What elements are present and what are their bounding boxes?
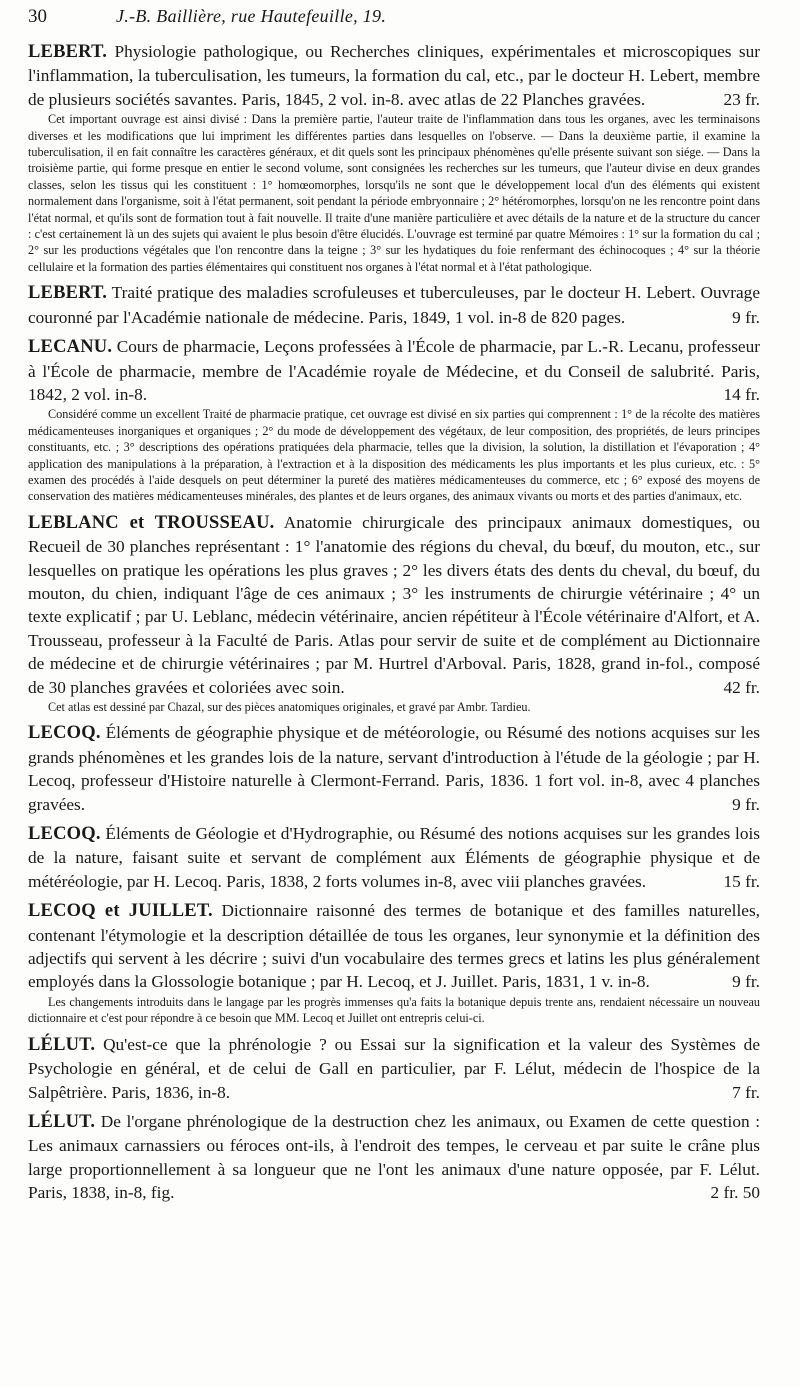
entry-price: 9 fr. (732, 972, 760, 992)
entry-price: 14 fr. (723, 384, 760, 404)
entry-author: LEBERT. (28, 42, 108, 62)
entry-price: 23 fr. (723, 89, 760, 109)
page-number: 30 (28, 6, 47, 27)
entry-lecanu-pharmacie (28, 335, 760, 505)
entry-price: 2 fr. 50 (710, 1183, 760, 1203)
entry-lecoq-geologie (28, 822, 760, 899)
running-title: J.-B. Baillière, rue Hautefeuille, 19. (116, 6, 387, 26)
entry-author: LECOQ. (28, 824, 101, 845)
entry-price: 9 fr. (732, 307, 760, 327)
entry-text: Traité pratique des maladies scrofuleuses et tuberculeuses, par le docteur H. Lebert. Ouvrage couronné par l'Académie nationale de médecine. Paris, 1849, 1 vol. in-8 de 820 pages. (28, 283, 760, 327)
entry-text: Physiologie pathologique, ou Recherches cliniques, expérimentales et microscopiques sur l'inflammation, la tuberculisation, les tumeurs, la formation du cal, etc., par le docteur H. Lebert, membre de plusieurs sociétés savantes. Paris, 1845, 2 vol. in-8. avec atlas de 22 Planches gravées. (28, 42, 760, 109)
entry-text: Éléments de géographie physique et de météorologie, ou Résumé des notions acquises sur les grands phénomènes et les grandes lois de la nature, servant d'introduction à l'étude de la géologie ; par H. Lecoq, professeur d'Histoire naturelle à Clermont-Ferrand. Paris, 1836. 1 fort vol. in-8, avec 4 planches gravées. (28, 723, 760, 814)
running-head (28, 6, 760, 32)
entry-text: Anatomie chirurgicale des principaux animaux domestiques, ou Recueil de 30 planches représentant : 1° l'anatomie des régions du cheval, du bœuf, du mouton, etc., sur lesquelles on pratique les opérations les plus graves ; 2° les divers états des dents du cheval, du bœuf, du mouton, du chien, indiquant l'âge de ces animaux ; 3° les instruments de chirurgie vétérinaire ; 4° un texte explicatif ; par U. Leblanc, médecin vétérinaire, ancien répétiteur à l'École vétérinaire d'Alfort, et A. Trousseau, professeur à la Faculté de Paris. Atlas pour servir de suite et de complément au Dictionnaire de médecine et de chirurgie vétérinaires ; par M. Hurtrel d'Arboval. Paris, 1828, grand in-fol., composé de 30 planches gravées et coloriées avec soin. (28, 512, 761, 697)
entry-text: Éléments de Géologie et d'Hydrographie, ou Résumé des notions acquises sur les grandes lois de la nature, faisant suite et servant de complément aux Éléments de géographie physique et de météréologie, par H. Lecoq. Paris, 1838, 2 forts volumes in-8, avec viii planches gravées. (28, 824, 760, 891)
entry-author: LÉLUT. (28, 1111, 96, 1132)
entry-text: De l'organe phrénologique de la destruction chez les animaux, ou Examen de cette question : Les animaux carnassiers ou féroces ont-ils, à l'endroit des tempes, le cerveau et par suite le crâne plus large proportionnellement à sa longueur que ne l'ont les animaux d'une nature opposée, par F. Lélut. Paris, 1838, in-8, fig. (28, 1111, 760, 1203)
entry-note: Les changements introduits dans le langage par les progrès immenses qu'a faits la botanique depuis trente ans, rendaient nécessaire un nouveau dictionnaire et c'est pour répondre à ce besoin que MM. Lecoq et Juillet ont entrepris celui-ci. (28, 994, 760, 1026)
entry-author: LECOQ et JUILLET. (28, 901, 213, 922)
entry-lebert-traite (28, 281, 760, 335)
entry-lelut-organe (28, 1110, 760, 1205)
entry-author: LECOQ. (28, 723, 101, 744)
entry-price: 9 fr. (732, 794, 760, 814)
entry-author: LECANU. (28, 337, 113, 358)
entry-author: LÉLUT. (28, 1034, 96, 1055)
entry-text: Cours de pharmacie, Leçons professées à l'École de pharmacie, par L.-R. Lecanu, professeur à l'École de pharmacie, membre de l'Académie royale de Médecine, et du Conseil de salubrité. Paris, 1842, 2 vol. in-8. (28, 337, 760, 404)
entry-price: 42 fr. (723, 677, 760, 697)
entry-note: Cet atlas est dessiné par Chazal, sur des pièces anatomiques originales, et gravé par Ambr. Tardieu. (48, 700, 531, 714)
catalogue-entries (28, 40, 760, 1205)
entry-price: 7 fr. (732, 1082, 760, 1102)
entry-text: Qu'est-ce que la phrénologie ? ou Essai sur la signification et la valeur des Systèmes de Psychologie en général, et de celui de Gall en particulier, par F. Lélut, médecin de l'hospice de la Salpêtrière. Paris, 1836, in-8. (28, 1034, 760, 1102)
entry-note: Considéré comme un excellent Traité de pharmacie pratique, cet ouvrage est divisé en six parties qui comprennent : 1° de la récolte des matières médicamenteuses inorganiques et organiques ; 2° du mode de développement des végétaux, de leur composition, des propriétés, de leurs principes constituants, etc. ; 3° descriptions des opérations pratiquées dela pharmacie, telles que la division, la solution, la distillation et l'évaporation ; 4° application des manipulations à la préparation, à l'extraction et à la disposition des médicaments les plus importants et les plus curieux, etc. : 5° examen des procédés à l'aide desquels on peut déterminer la pureté des matières médicamenteuses du commerce, etc ; 6° exposé des moyens de conservation des matières médicamenteuses minérales, des plantes et de leurs organes, des animaux vivants ou morts et des parties d'animaux, etc. (28, 407, 760, 504)
entry-lecoq-juillet (28, 899, 760, 1026)
entry-price: 15 fr. (723, 871, 760, 891)
entry-author: LEBERT. (28, 283, 108, 304)
entry-lebert-physiologie (28, 40, 760, 275)
entry-lecoq-geographie (28, 721, 760, 822)
entry-text: Dictionnaire raisonné des termes de botanique et des familles naturelles, contenant l'étymologie et la description détaillée de tous les organes, leur synonymie et la définition des adjectifs qui servent à les décrire ; suivi d'un vocabulaire des termes grecs et latins les plus généralement employés dans la Glossologie botanique ; par H. Lecoq, et J. Juillet. Paris, 1831, 1 v. in-8. (28, 901, 760, 992)
entry-author: LEBLANC et TROUSSEAU. (28, 512, 275, 533)
entry-leblanc-trousseau (28, 511, 760, 716)
entry-lelut-phrenologie (28, 1033, 760, 1110)
entry-note: Cet important ouvrage est ainsi divisé : Dans la première partie, l'auteur traite de l'inflammation dans tous les organes, avec les terminaisons diverses et les modifications que lui impriment les différentes parties dans lesquelles on l'observe. — Dans la deuxième partie, il examine la tuberculisation, il en fait connaître les caractères généraux, et dit quels sont les principaux phénomènes qu'elle présente suivant son siége. — Dans la troisième partie, qui forme presque en entier le second volume, sont consignées les recherches sur les tumeurs, que l'auteur divise en deux grandes classes, selon les tissus qui les constituent : 1° homœomorphes, lorsqu'ils ne sont que le développement local d'un des éléments qui existent normalement dans l'organisme, soit à l'état permanent, soit pendant la période embryonnaire ; 2° hétéromorphes, lorsqu'on ne les rencontre point dans l'état normal, et qu'ils sont de formation tout à fait nouvelle. Il traite d'une manière particulière et avec détails de la nature et de la structure du cancer : c'est certainement là un des sujets qui avaient le plus besoin d'être élucidés. L'ouvrage est terminé par quatre Mémoires : 1° sur la formation du cal ; 2° sur les productions végétales que l'on rencontre dans la teigne ; 3° sur les hydatiques du foie renfermant des échinocoques ; 4° sur la théorie cellulaire et la formation des parties élémentaires qui constituent nos organes à l'état normal et à l'état pathologique. (28, 112, 760, 274)
